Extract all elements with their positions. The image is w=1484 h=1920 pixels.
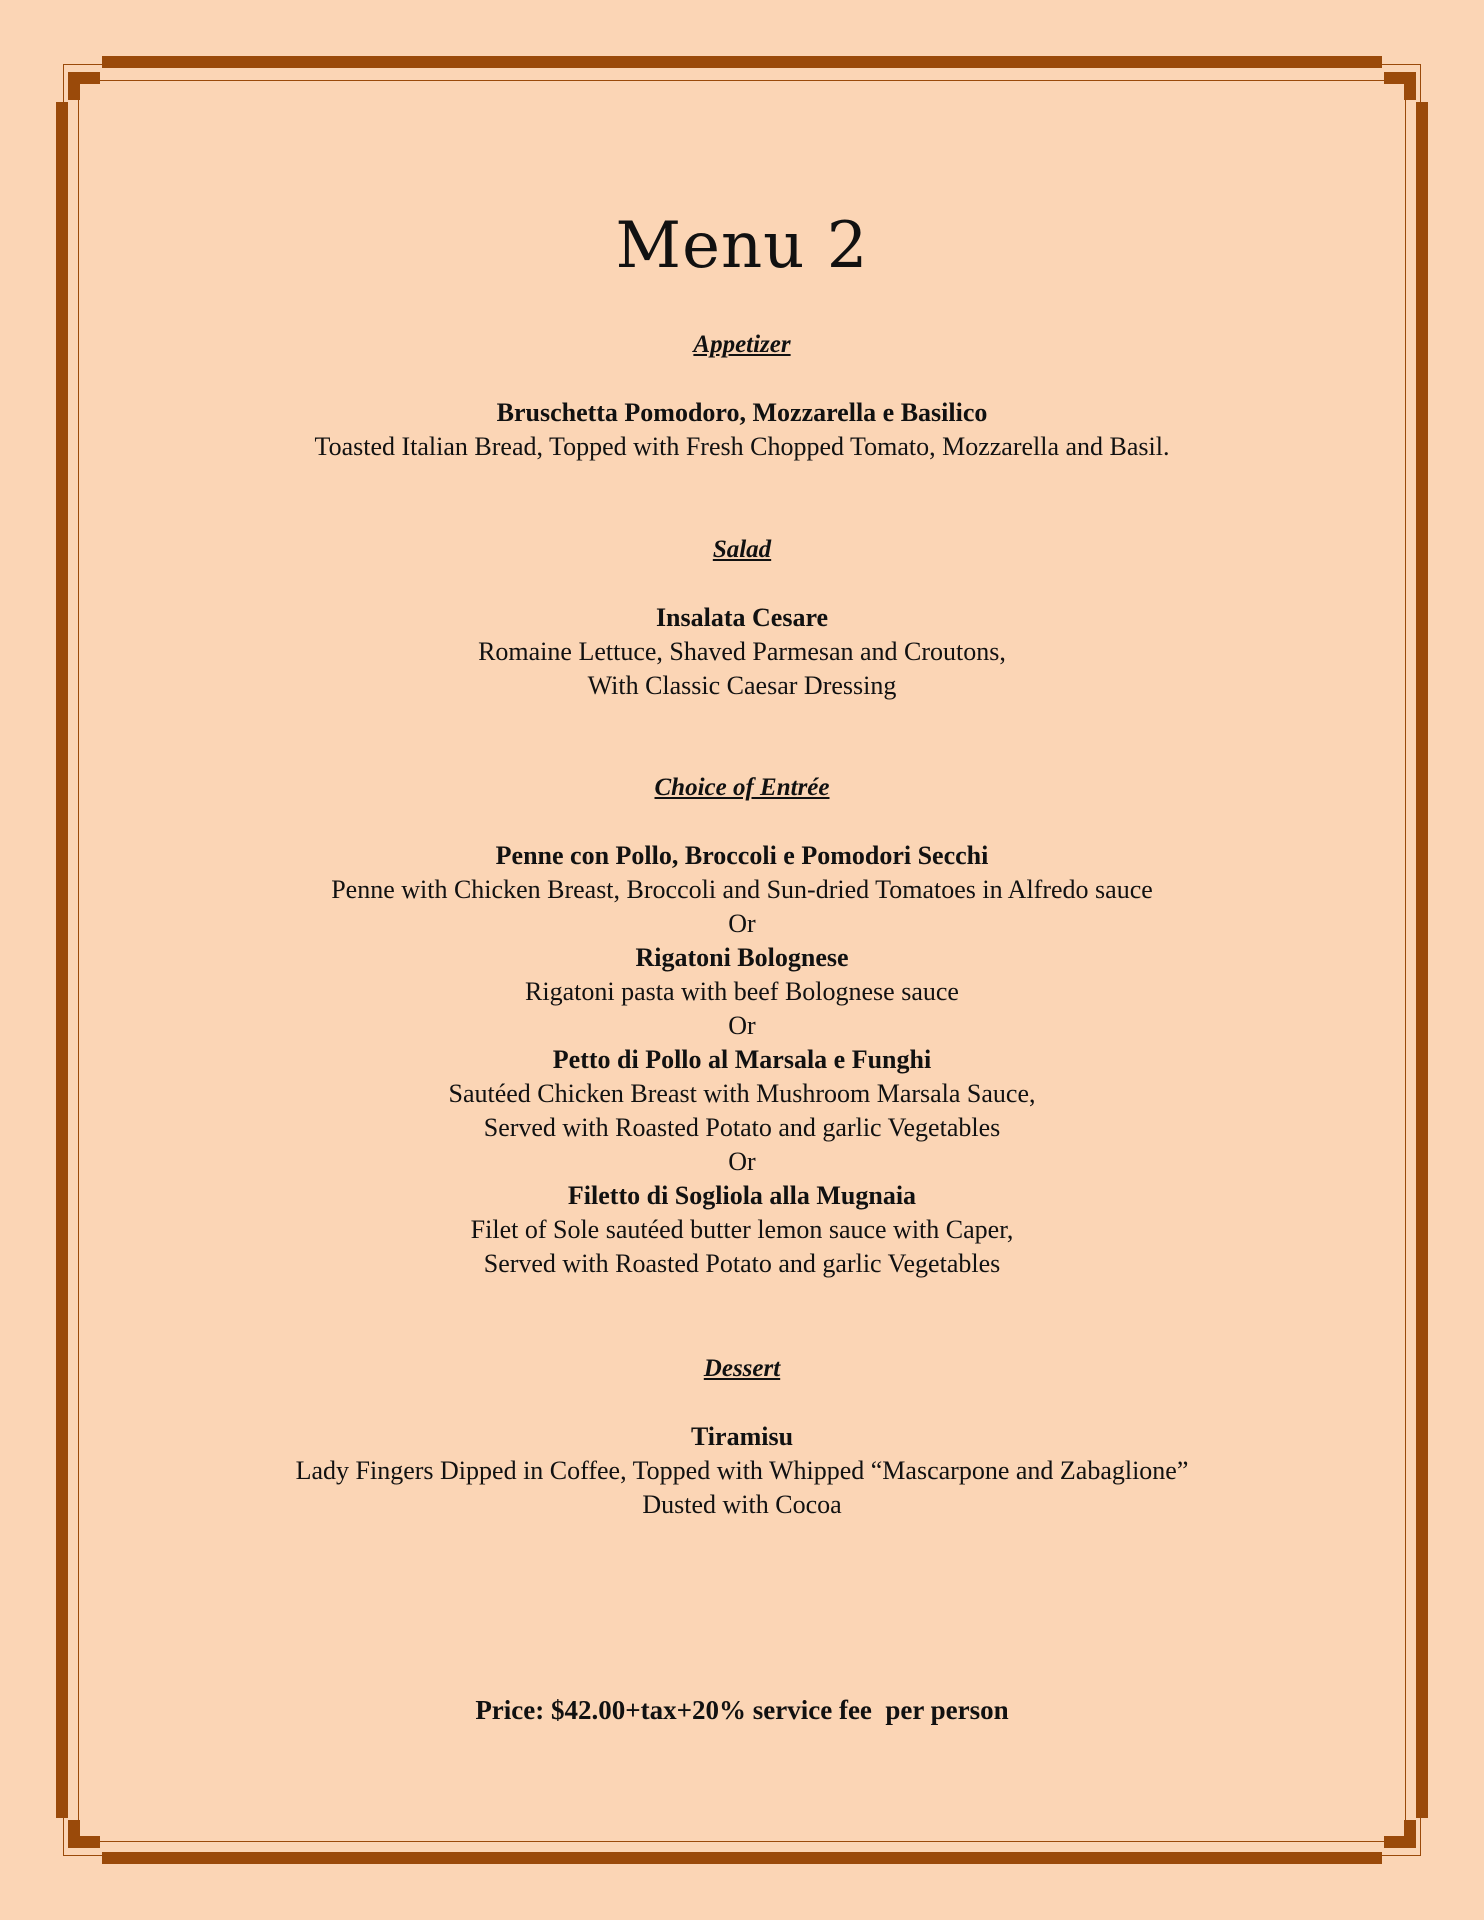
- salad-dish: [0, 601, 1484, 703]
- entree-dish4-name: Filetto di Sogliola alla Mugnaia: [567, 1181, 917, 1210]
- dessert-heading: Dessert: [703, 1355, 781, 1382]
- entree-dish3-desc-line1: Sautéed Chicken Breast with Mushroom Marsala Sauce,: [448, 1079, 1036, 1108]
- page-title: Menu 2: [615, 209, 869, 283]
- appetizer-section: [0, 328, 1484, 362]
- entree-dish2-name: Rigatoni Bolognese: [635, 943, 849, 972]
- salad-desc-line1: Romaine Lettuce, Shaved Parmesan and Croutons,: [478, 637, 1006, 666]
- dessert-desc-line1: Lady Fingers Dipped in Coffee, Topped with Whipped “Mascarpone and Zabaglione”: [295, 1456, 1189, 1485]
- dessert-name: Tiramisu: [690, 1422, 794, 1451]
- entree-section: [0, 771, 1484, 805]
- appetizer-desc: Toasted Italian Bread, Topped with Fresh Chopped Tomato, Mozzarella and Basil.: [314, 432, 1170, 461]
- entree-dish4-desc-line1: Filet of Sole sautéed butter lemon sauce with Caper,: [470, 1215, 1014, 1244]
- appetizer-heading: Appetizer: [693, 331, 791, 358]
- entree-dish3-desc-line2: Served with Roasted Potato and garlic Vegetables: [483, 1113, 1001, 1142]
- or-separator: Or: [728, 1011, 756, 1040]
- price-text: Price: $42.00+tax+20% service fee per person: [475, 1695, 1009, 1725]
- salad-name: Insalata Cesare: [655, 603, 829, 632]
- appetizer-name: Bruschetta Pomodoro, Mozzarella e Basilico: [496, 398, 988, 427]
- entree-dish3-name: Petto di Pollo al Marsala e Funghi: [552, 1045, 932, 1074]
- entree-dish1-name: Penne con Pollo, Broccoli e Pomodori Secchi: [495, 841, 989, 870]
- dessert-dish: [0, 1420, 1484, 1522]
- or-separator: Or: [728, 1147, 756, 1176]
- dessert-desc-line2: Dusted with Cocoa: [642, 1490, 842, 1519]
- entree-dish4-desc-line2: Served with Roasted Potato and garlic Vegetables: [483, 1249, 1001, 1278]
- entree-dish1-desc: Penne with Chicken Breast, Broccoli and Sun-dried Tomatoes in Alfredo sauce: [331, 875, 1153, 904]
- or-separator: Or: [728, 909, 756, 938]
- salad-desc-line2: With Classic Caesar Dressing: [587, 671, 897, 700]
- appetizer-dish: [0, 396, 1484, 464]
- price-block: [0, 1693, 1484, 1727]
- entree-heading: Choice of Entrée: [654, 774, 830, 801]
- entree-dish2-desc: Rigatoni pasta with beef Bolognese sauce: [525, 977, 959, 1006]
- salad-heading: Salad: [712, 536, 772, 563]
- dessert-section: [0, 1352, 1484, 1386]
- salad-section: [0, 533, 1484, 567]
- entree-dishes: [0, 839, 1484, 1281]
